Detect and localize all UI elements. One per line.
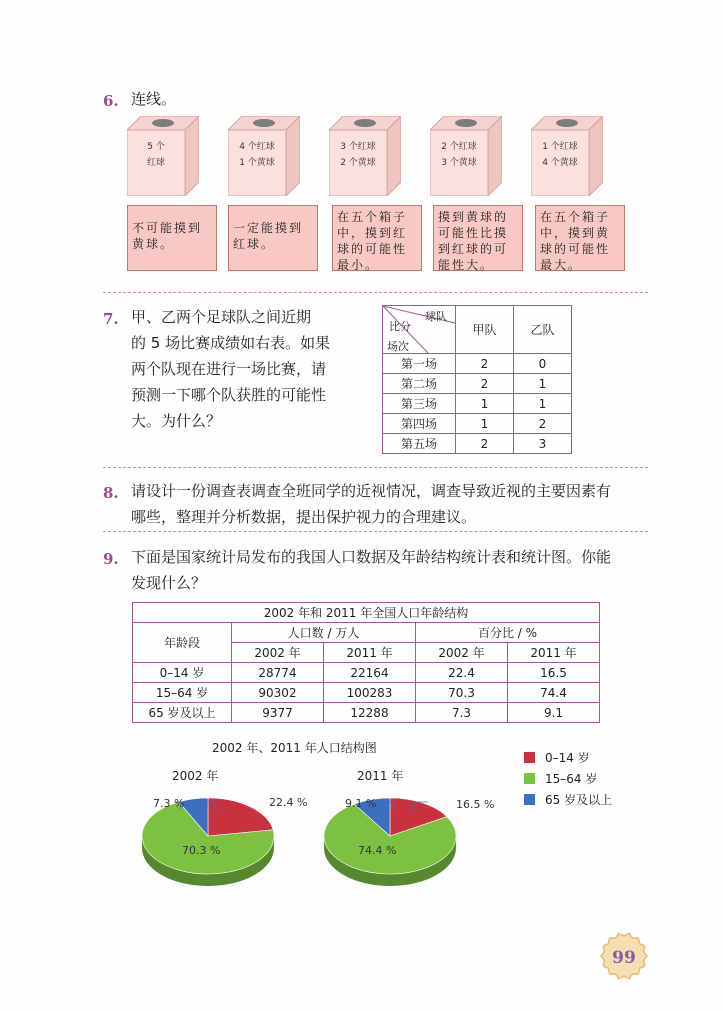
table-cell: 1 [514,374,572,394]
population-table-wrap [132,602,600,723]
table-cell: 2 [456,374,514,394]
table-row [133,703,600,723]
year-header: 2011 年 [324,643,416,663]
percent-header: 百分比 / % [416,623,600,643]
col-header-a: 甲队 [456,306,514,354]
col-header-b: 乙队 [514,306,572,354]
table-cell: 2 [456,354,514,374]
q7-line: 两个队现在进行一场比赛，请 [131,360,327,378]
q6-text: 连线。 [131,90,177,108]
pie-slice-label: 74.4 % [358,844,397,857]
table-row [383,394,572,414]
table-cell: 28774 [232,663,324,683]
table-cell: 第二场 [383,374,456,394]
ball-count-label: 1 个黄球 [239,158,275,168]
statement-card[interactable]: 不可能摸到黄球。 [127,205,217,271]
table-row [133,683,600,703]
pie-slice-label: 16.5 % [456,798,495,811]
q8-line: 哪些，整理并分析数据，提出保护视力的合理建议。 [131,508,477,526]
table-cell: 22164 [324,663,416,683]
table-cell: 第一场 [383,354,456,374]
legend-swatch [524,752,535,763]
ball-box [228,116,300,196]
match-score-table [382,305,572,454]
table-cell: 3 [514,434,572,454]
ball-count-label: 4 个黄球 [542,158,578,168]
q7-number: 7. [103,310,119,328]
page-number: 99 [612,948,636,968]
q7-line: 的 5 场比赛成绩如右表。如果 [131,334,331,352]
table-cell: 第四场 [383,414,456,434]
pie-title-2011: 2011 年 [357,769,404,783]
divider [103,531,648,532]
ball-count-label: 3 个黄球 [441,158,477,168]
ball-count-label: 3 个红球 [340,142,376,152]
q8-line: 请设计一份调查表调查全班同学的近视情况，调查导致近视的主要因素有 [131,482,612,500]
corner-bottom-label: 场次 [387,340,409,353]
table-cell: 1 [456,414,514,434]
pie-slice-label: 22.4 % [269,796,308,809]
q9-line: 下面是国家统计局发布的我国人口数据及年龄结构统计表和统计图。你能 [131,548,612,566]
legend-label: 65 岁及以上 [545,793,613,807]
table-corner-cell [383,306,456,354]
corner-mid-label: 比分 [389,320,411,333]
pie-slice-label: 9.1 % [345,797,377,810]
q9-number: 9. [103,550,119,568]
table-cell: 0–14 岁 [133,663,232,683]
table-cell: 70.3 [416,683,508,703]
table-cell: 15–64 岁 [133,683,232,703]
q7-line: 预测一下哪个队获胜的可能性 [131,386,327,404]
table-cell: 100283 [324,683,416,703]
table-cell: 0 [514,354,572,374]
ball-count-label: 4 个红球 [239,142,275,152]
table-row [133,663,600,683]
divider [103,292,648,293]
divider [103,467,648,468]
pie-slice-label: 7.3 % [153,797,185,810]
statement-card[interactable]: 在五个箱子中，摸到红球的可能性最小。 [332,205,422,271]
table-cell: 90302 [232,683,324,703]
ball-box [329,116,401,196]
table-cell: 65 岁及以上 [133,703,232,723]
q7-line: 甲、乙两个足球队之间近期 [131,308,312,326]
table-cell: 22.4 [416,663,508,683]
q7-text [131,304,371,434]
ball-box [430,116,502,196]
pie-title-2002: 2002 年 [172,769,219,783]
table-row [383,354,572,374]
table-row [383,374,572,394]
legend-swatch [524,794,535,805]
legend-label: 0–14 岁 [545,751,590,765]
table-cell: 1 [514,394,572,414]
statement-card[interactable]: 摸到黄球的可能性比摸到红球的可能性大。 [433,205,523,271]
population-table [132,602,600,723]
pie-slice-label: 70.3 % [182,844,221,857]
ball-box [531,116,603,196]
table-cell: 2 [514,414,572,434]
statement-card[interactable]: 在五个箱子中，摸到黄球的可能性最大。 [535,205,625,271]
ball-box [127,116,199,196]
ball-count-label: 5 个 [147,142,165,152]
legend-label: 15–64 岁 [545,772,598,786]
table-cell: 12288 [324,703,416,723]
table-row [383,414,572,434]
ball-count-label: 2 个黄球 [340,158,376,168]
q8-text [131,478,651,530]
year-header: 2002 年 [416,643,508,663]
q7-line: 大。为什么？ [131,412,222,430]
year-header: 2011 年 [508,643,600,663]
table-cell: 第五场 [383,434,456,454]
table-row [383,434,572,454]
table-cell: 第三场 [383,394,456,414]
statement-card[interactable]: 一定能摸到红球。 [228,205,318,271]
table-cell: 16.5 [508,663,600,683]
table-cell: 2 [456,434,514,454]
year-header: 2002 年 [232,643,324,663]
legend-swatch [524,773,535,784]
page-number-badge [598,930,650,982]
ball-count-label: 1 个红球 [542,142,578,152]
q8-number: 8. [103,484,119,502]
ball-count-label: 2 个红球 [441,142,477,152]
age-header: 年龄段 [133,623,232,663]
q6-number: 6. [103,92,119,110]
population-header: 人口数 / 万人 [232,623,416,643]
corner-top-label: 球队 [425,310,447,323]
table-cell: 74.4 [508,683,600,703]
population-table-title: 2002 年和 2011 年全国人口年龄结构 [133,603,600,623]
q9-text [131,544,661,596]
q9-line: 发现什么？ [131,574,207,592]
ball-count-label: 红球 [146,158,165,168]
table-cell: 9.1 [508,703,600,723]
chart-title: 2002 年、2011 年人口结构图 [212,741,377,755]
pie-slice [208,798,273,836]
table-cell: 1 [456,394,514,414]
table-cell: 9377 [232,703,324,723]
table-cell: 7.3 [416,703,508,723]
